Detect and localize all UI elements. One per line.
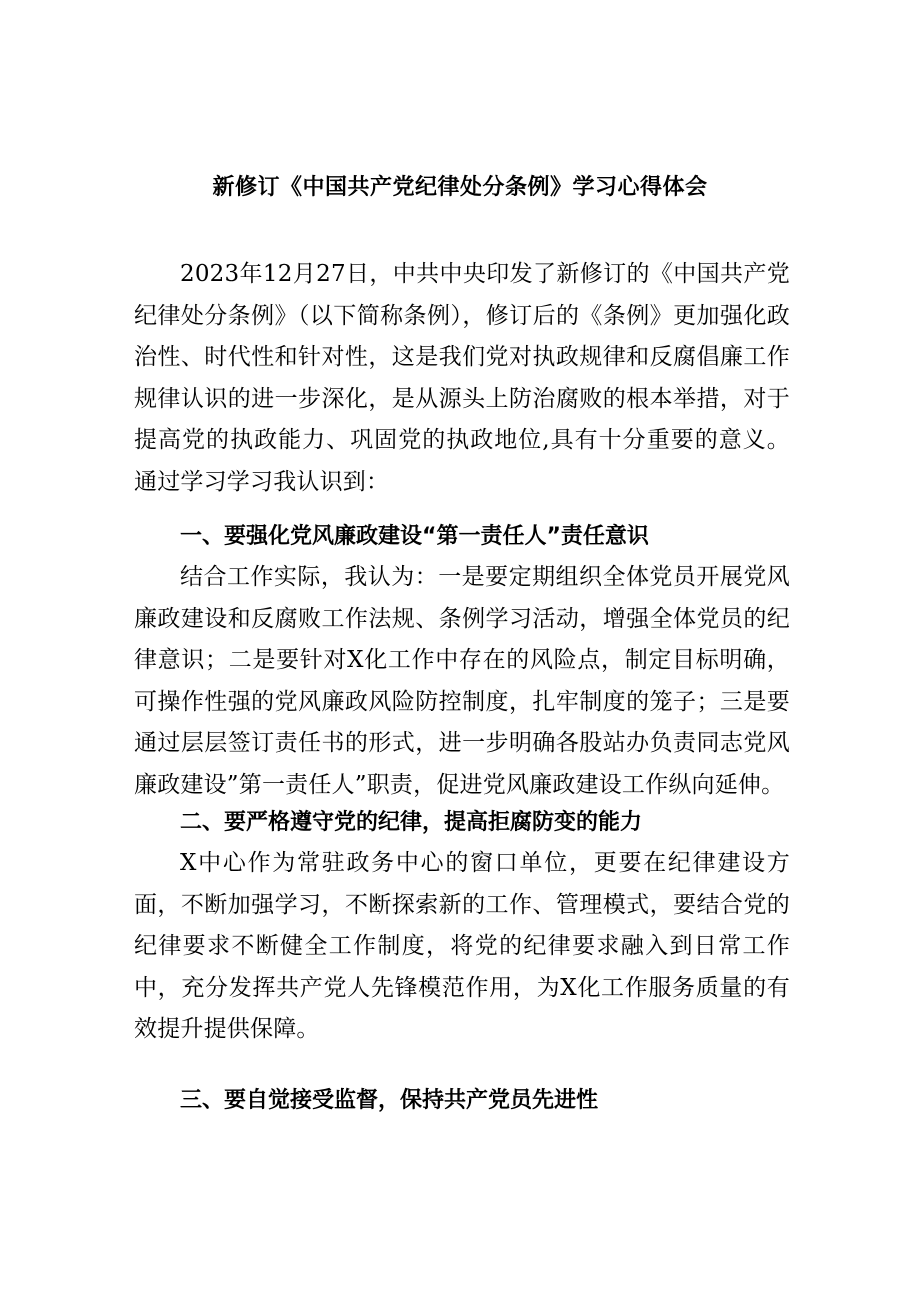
section-heading-1: 一、要强化党风廉政建设“第一责任人”责任意识 <box>180 524 649 549</box>
document-title: 新修订《中国共产党纪律处分条例》学习心得体会 <box>212 175 708 200</box>
section-heading-3: 三、要自觉接受监督，保持共产党员先进性 <box>180 1088 599 1113</box>
section-2-paragraph: X中心作为常驻政务中心的窗口单位，更要在纪律建设方面，不断加强学习，不断探索新的工作、管理模式，要结合党的纪律要求不断健全工作制度，将党的纪律要求融入到日常工作中，充分发挥共产党人先锋模范作用，为X化工作服务质量的有效提升提供保障。 <box>134 850 790 1042</box>
section-1-paragraph: 结合工作实际，我认为：一是要定期组织全体党员开展党风廉政建设和反腐败工作法规、条例学习活动，增强全体党员的纪律意识；二是要针对X化工作中存在的风险点，制定目标明确，可操作性强的党风廉政风险防控制度，扎牢制度的笼子；三是要通过层层签订责任书的形式，进一步明确各股站办负责同志党风廉政建设”第一责任人”职责，促进党风廉政建设工作纵向延伸。 <box>134 564 790 798</box>
intro-paragraph: 2023年12月27日，中共中央印发了新修订的《中国共产党纪律处分条例》（以下简称条例），修订后的《条例》更加强化政治性、时代性和针对性，这是我们党对执政规律和反腐倡廉工作规律认识的进一步深化，是从源头上防治腐败的根本举措，对于提高党的执政能力、巩固党的执政地位,具有十分重要的意义。通过学习学习我认识到： <box>134 261 790 495</box>
section-heading-2: 二、要严格遵守党的纪律，提高拒腐防变的能力 <box>180 810 643 835</box>
